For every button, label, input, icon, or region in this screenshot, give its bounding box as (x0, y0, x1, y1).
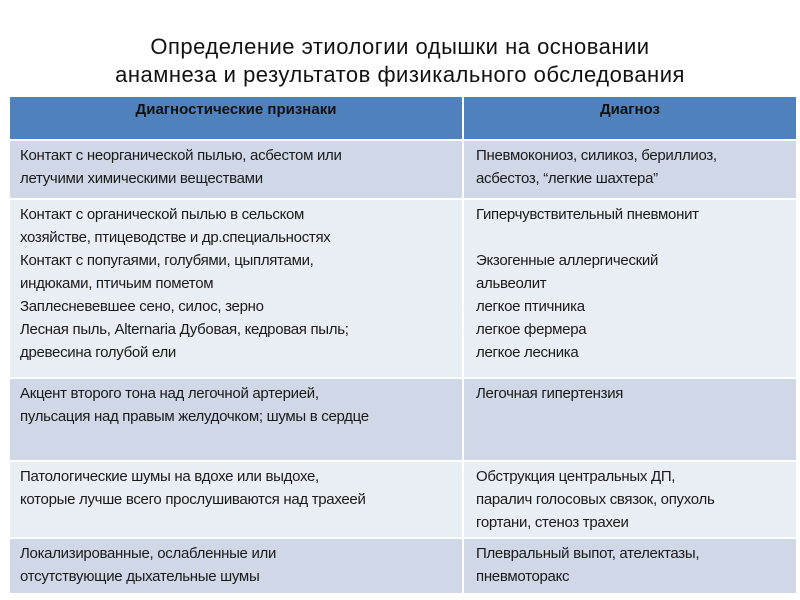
slide-title (0, 33, 800, 89)
cell-text-line: Лесная пыль, Alternaria Дубовая, кедровая пыль; (20, 321, 349, 338)
cell-text-line: Локализированные, ослабленные или (20, 545, 277, 562)
cell-text-line: Акцент второго тона над легочной артерией, (20, 385, 319, 402)
cell-text-line: Заплесневевшее сено, силос, зерно (20, 298, 264, 315)
diagnosis-table (10, 97, 798, 595)
signs-cell (10, 199, 463, 378)
cell-text-line: легкое птичника (476, 298, 585, 315)
cell-text-line: Контакт с неорганической пылью, асбестом или (20, 147, 342, 164)
cell-text-line: альвеолит (476, 275, 547, 292)
signs-cell (10, 378, 463, 461)
signs-cell (10, 461, 463, 538)
cell-text-line: которые лучше всего прослушиваются над трахеей (20, 491, 366, 508)
cell-text-line (476, 226, 790, 249)
signs-cell (10, 538, 463, 594)
cell-text-line: Пневмокониоз, силикоз, бериллиоз, (476, 147, 717, 164)
header-diagnosis: Диагноз (463, 97, 797, 140)
cell-text-line: паралич голосовых связок, опухоль (476, 491, 715, 508)
cell-text-line: асбестоз, “легкие шахтера” (476, 170, 658, 187)
cell-text-line: пульсация над правым желудочком; шумы в сердце (20, 408, 369, 425)
table-row (10, 538, 797, 594)
cell-text-line: Обструкция центральных ДП, (476, 468, 676, 485)
table-row (10, 461, 797, 538)
table-row (10, 140, 797, 199)
cell-text-line: Экзогенные аллергический (476, 252, 659, 269)
cell-text-line: Патологические шумы на вдохе или выдохе, (20, 468, 319, 485)
table-row (10, 199, 797, 378)
cell-text-line: гортани, стеноз трахеи (476, 514, 629, 531)
cell-text-line: легкое лесника (476, 344, 579, 361)
diagnosis-cell (463, 538, 797, 594)
cell-text-line: Гиперчувствительный пневмонит (476, 206, 699, 223)
cell-text-line: древесина голубой ели (20, 344, 176, 361)
cell-text-line: Контакт с органической пылью в сельском (20, 206, 305, 223)
signs-cell (10, 140, 463, 199)
title-line-1: Определение этиологии одышки на основании (150, 34, 650, 59)
table-header-row (10, 97, 797, 140)
diagnosis-cell (463, 461, 797, 538)
cell-text-line: хозяйстве, птицеводстве и др.специальностях (20, 229, 331, 246)
cell-text-line: Легочная гипертензия (476, 385, 624, 402)
diagnosis-cell (463, 140, 797, 199)
diagnosis-cell (463, 199, 797, 378)
cell-text-line: Контакт с попугаями, голубями, цыплятами, (20, 252, 314, 269)
cell-text-line: отсутствующие дыхательные шумы (20, 568, 260, 585)
title-line-2: анамнеза и результатов физикального обследования (115, 62, 685, 87)
cell-text-line: Плевральный выпот, ателектазы, (476, 545, 700, 562)
diagnosis-cell (463, 378, 797, 461)
cell-text-line: легкое фермера (476, 321, 587, 338)
cell-text-line: пневмоторакс (476, 568, 570, 585)
table-row (10, 378, 797, 461)
cell-text-line: индюками, птичьим пометом (20, 275, 214, 292)
cell-text-line: летучими химическими веществами (20, 170, 263, 187)
header-signs: Диагностические признаки (10, 97, 463, 140)
